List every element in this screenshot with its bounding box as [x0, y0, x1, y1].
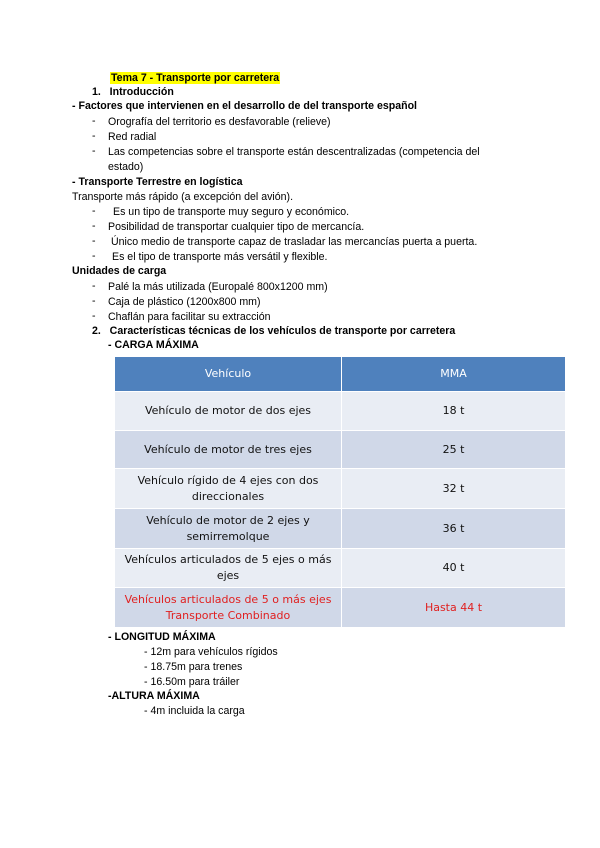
- table-cell: 25 t: [342, 431, 566, 469]
- table-cell: 18 t: [342, 392, 566, 431]
- table-row: [115, 469, 566, 509]
- section-2-heading: 2. Características técnicas de los vehículos de transporte por carretera: [92, 325, 456, 337]
- table-row: [115, 392, 566, 431]
- table-row: [115, 509, 566, 549]
- factores-heading: - Factores que intervienen en el desarrollo de del transporte español: [72, 100, 417, 112]
- table-header-cell: Vehículo: [115, 357, 342, 392]
- terrestre-intro: Transporte más rápido (a excepción del avión).: [72, 191, 294, 203]
- bullet-dash: -: [92, 205, 96, 217]
- table-cell: Vehículo de motor de tres ejes: [115, 431, 342, 469]
- bullet-dash: -: [92, 145, 96, 157]
- list-item: - 18.75m para trenes: [144, 661, 243, 673]
- table-cell: Vehículo rígido de 4 ejes con dos direccionales: [115, 469, 342, 509]
- table-row-highlight: [115, 588, 566, 628]
- table-header-cell: MMA: [342, 357, 566, 392]
- list-item: Es un tipo de transporte muy seguro y económico.: [113, 206, 350, 218]
- bullet-dash: -: [92, 250, 96, 262]
- list-item: Red radial: [108, 131, 157, 143]
- table-cell: Vehículo de motor de 2 ejes y semirremolque: [115, 509, 342, 549]
- table-row: [115, 549, 566, 588]
- table-cell: Vehículos articulados de 5 ejes o más ejes: [115, 549, 342, 588]
- mma-table: [114, 356, 566, 628]
- section-1-heading: 1. Introducción: [92, 86, 174, 98]
- terrestre-heading: - Transporte Terrestre en logística: [72, 176, 243, 188]
- bullet-dash: -: [92, 235, 96, 247]
- bullet-dash: -: [92, 310, 96, 322]
- list-item: - 12m para vehículos rígidos: [144, 646, 278, 658]
- list-item: - 16.50m para tráiler: [144, 676, 240, 688]
- list-item: Chaflán para facilitar su extracción: [108, 311, 271, 323]
- altura-heading: -ALTURA MÁXIMA: [108, 690, 200, 702]
- table-cell: Hasta 44 t: [342, 588, 566, 628]
- table-cell: Vehículos articulados de 5 o más ejes Transporte Combinado: [115, 588, 342, 628]
- doc-title: Tema 7 - Transporte por carretera: [111, 72, 280, 84]
- table-header-row: [115, 357, 566, 392]
- list-item: Es el tipo de transporte más versátil y flexible.: [112, 251, 328, 263]
- table-cell: Vehículo de motor de dos ejes: [115, 392, 342, 431]
- list-item: Caja de plástico (1200x800 mm): [108, 296, 261, 308]
- bullet-dash: -: [92, 280, 96, 292]
- table-row: [115, 431, 566, 469]
- carga-heading: - CARGA MÁXIMA: [108, 339, 199, 351]
- table-cell: 32 t: [342, 469, 566, 509]
- list-item: Palé la más utilizada (Europalé 800x1200 mm): [108, 281, 328, 293]
- list-item: Las competencias sobre el transporte están descentralizadas (competencia del: [108, 146, 480, 158]
- list-item: Orografía del territorio es desfavorable (relieve): [108, 116, 331, 128]
- longitud-heading: - LONGITUD MÁXIMA: [108, 631, 216, 643]
- table-cell: 40 t: [342, 549, 566, 588]
- list-item: Único medio de transporte capaz de trasladar las mercancías puerta a puerta.: [111, 236, 478, 248]
- table-cell: 36 t: [342, 509, 566, 549]
- bullet-dash: -: [92, 130, 96, 142]
- list-item-continuation: estado): [108, 161, 144, 173]
- bullet-dash: -: [92, 295, 96, 307]
- bullet-dash: -: [92, 220, 96, 232]
- unidades-heading: Unidades de carga: [72, 265, 167, 277]
- list-item: Posibilidad de transportar cualquier tipo de mercancía.: [108, 221, 365, 233]
- list-item: - 4m incluida la carga: [144, 705, 245, 717]
- bullet-dash: -: [92, 115, 96, 127]
